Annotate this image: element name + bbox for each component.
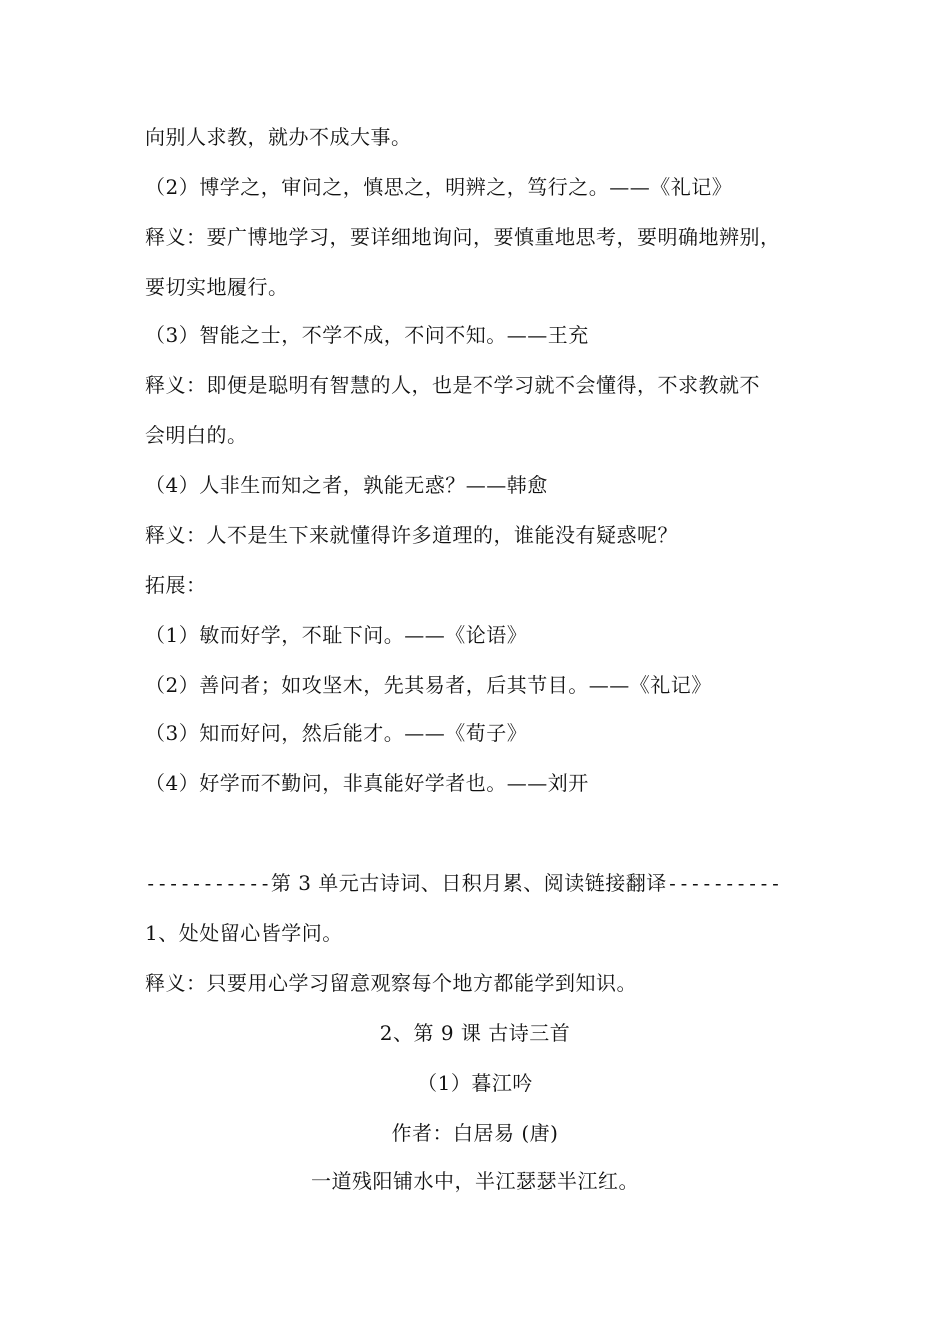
separator-dashes-right: ---------- [666,873,782,895]
lesson-heading: 2、第 9 课 古诗三首 [379,1021,571,1045]
quote-line-liji: （2）博学之，审问之，慎思之，明辨之，笃行之。——《礼记》 [145,175,733,199]
section-item-1: 1、处处留心皆学问。 [145,921,343,945]
extension-item-3: （3）知而好问，然后能才。——《荀子》 [145,721,528,745]
separator-title: 第 3 单元古诗词、日积月累、阅读链接翻译 [270,871,667,895]
text-line-1: 向别人求教，就办不成大事。 [145,125,412,149]
separator-dashes-left: ----------- [145,873,271,895]
explanation-line: 释义：人不是生下来就懂得许多道理的，谁能没有疑惑呢？ [145,523,678,547]
extension-heading: 拓展： [145,573,207,597]
extension-item-2: （2）善问者；如攻坚木，先其易者，后其节目。——《礼记》 [145,673,712,697]
section-explanation: 释义：只要用心学习留意观察每个地方都能学到知识。 [145,971,637,995]
poem-title: （1）暮江吟 [417,1071,533,1095]
explanation-line-cont: 要切实地履行。 [145,275,289,299]
section-separator [145,870,781,897]
explanation-line-cont: 会明白的。 [145,423,248,447]
poem-line-1: 一道残阳铺水中，半江瑟瑟半江红。 [311,1169,639,1193]
quote-line-wangchong: （3）智能之士，不学不成，不问不知。——王充 [145,323,589,347]
explanation-line: 释义：即便是聪明有智慧的人，也是不学习就不会懂得，不求教就不 [145,373,760,397]
poem-author: 作者：白居易 (唐) [391,1121,559,1145]
extension-item-1: （1）敏而好学，不耻下问。——《论语》 [145,623,528,647]
explanation-line: 释义：要广博地学习，要详细地询问，要慎重地思考，要明确地辨别， [145,225,781,249]
extension-item-4: （4）好学而不勤问，非真能好学者也。——刘开 [145,771,589,795]
quote-line-hanyu: （4）人非生而知之者，孰能无惑？——韩愈 [145,473,548,497]
